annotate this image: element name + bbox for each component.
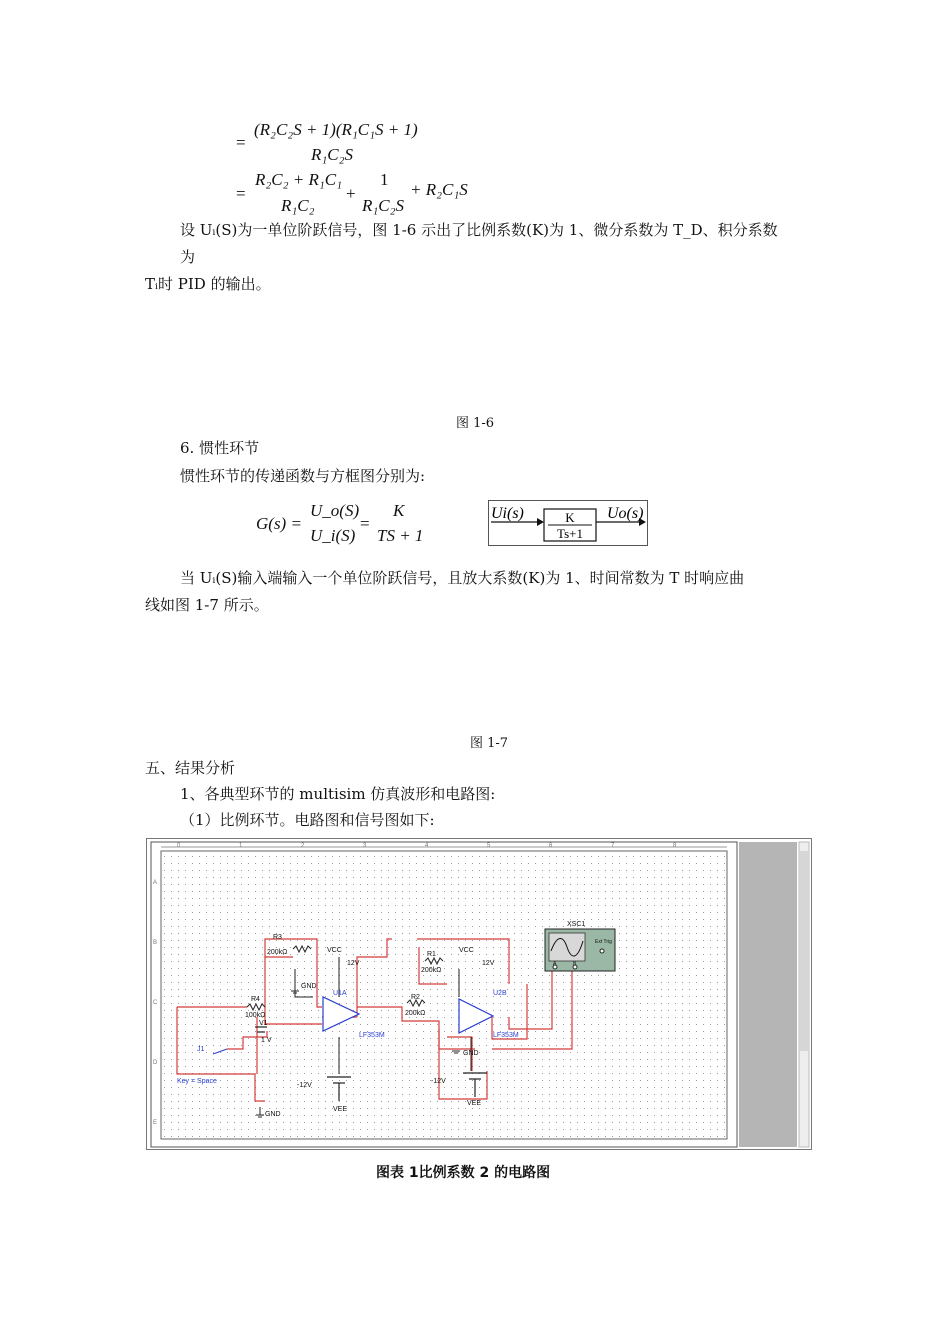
- tf-equals: =: [360, 514, 370, 533]
- svg-text:E: E: [153, 1120, 158, 1126]
- svg-text:GND: GND: [463, 1050, 479, 1057]
- block-input-label: Ui(s): [491, 505, 524, 522]
- svg-text:200kΩ: 200kΩ: [421, 967, 442, 974]
- svg-text:200kΩ: 200kΩ: [405, 1010, 426, 1017]
- svg-text:J1: J1: [197, 1046, 205, 1053]
- svg-text:3: 3: [363, 843, 367, 849]
- svg-text:12V: 12V: [482, 960, 495, 967]
- section6-heading: 6. 惯性环节: [180, 439, 260, 457]
- svg-text:100kΩ: 100kΩ: [245, 1012, 266, 1019]
- eq1-numerator: (R₂C₂S + 1)(R₁C₁S + 1): [254, 120, 418, 139]
- multisim-circuit-screenshot: [146, 838, 812, 1150]
- svg-text:4: 4: [425, 843, 429, 849]
- tf-denominator: U_i(S): [310, 526, 356, 545]
- figure-1-7-caption: 图 1-7: [470, 736, 509, 751]
- svg-text:-12V: -12V: [297, 1082, 312, 1089]
- eq2-equals: =: [236, 184, 246, 203]
- svg-text:VCC: VCC: [327, 947, 342, 954]
- tf-numerator: U_o(S): [310, 501, 360, 520]
- svg-text:7: 7: [611, 843, 615, 849]
- svg-text:LF353M: LF353M: [359, 1032, 385, 1039]
- svg-text:V1: V1: [259, 1020, 268, 1027]
- svg-text:12V: 12V: [347, 960, 360, 967]
- svg-text:C: C: [153, 1000, 158, 1006]
- svg-text:A: A: [553, 961, 557, 967]
- block-denominator: Ts+1: [557, 526, 583, 541]
- svg-text:R2: R2: [411, 994, 420, 1001]
- paragraph2-line1: 当 Uᵢ(S)输入端输入一个单位阶跃信号，且放大系数(K)为 1、时间常数为 T 时响应曲: [180, 569, 745, 587]
- section5-item1a: （1）比例环节。电路图和信号图如下:: [180, 811, 435, 829]
- svg-text:R1: R1: [427, 951, 436, 958]
- paragraph1-line1: 设 Uᵢ(S)为一单位阶跃信号，图 1-6 示出了比例系数(K)为 1、微分系数为 T_D、积分系数: [180, 221, 778, 239]
- paragraph1-line2: 为: [180, 248, 196, 266]
- svg-text:GND: GND: [265, 1111, 281, 1118]
- tf-rhs-numerator: K: [393, 501, 405, 520]
- svg-text:D: D: [153, 1060, 158, 1066]
- svg-text:2: 2: [301, 843, 305, 849]
- svg-text:VEE: VEE: [467, 1100, 482, 1107]
- eq2-term1-numerator: R₂C₂ + R₁C₁: [255, 170, 343, 189]
- svg-text:U1A: U1A: [333, 990, 347, 997]
- section5-heading: 五、结果分析: [145, 759, 236, 777]
- side-panel: [739, 842, 797, 1147]
- eq2-term2-denominator: R₁C₂S: [362, 196, 405, 215]
- eq2-term1-denominator: R₁C₂: [281, 196, 315, 215]
- svg-text:VCC: VCC: [459, 947, 474, 954]
- svg-text:Key = Space: Key = Space: [177, 1078, 217, 1085]
- block-output-label: Uo(s): [607, 505, 644, 522]
- svg-text:6: 6: [549, 843, 553, 849]
- section6-intro: 惯性环节的传递函数与方框图分别为:: [180, 467, 426, 485]
- svg-text:0: 0: [177, 843, 181, 849]
- section5-item1: 1、各典型环节的 multisim 仿真波形和电路图:: [180, 785, 496, 803]
- eq1-equals: =: [236, 133, 246, 152]
- tf-lhs: G(s) =: [256, 514, 302, 533]
- eq1-denominator: R₁C₂S: [311, 145, 354, 164]
- schematic-grid[interactable]: [161, 851, 727, 1139]
- svg-text:Ext Trig: Ext Trig: [595, 939, 612, 945]
- svg-text:XSC1: XSC1: [567, 921, 586, 928]
- svg-text:U2B: U2B: [493, 990, 507, 997]
- svg-text:VEE: VEE: [333, 1106, 348, 1113]
- svg-text:B: B: [573, 961, 577, 967]
- eq2-term3: + R₂C₁S: [410, 180, 468, 199]
- svg-text:R3: R3: [273, 934, 282, 941]
- figure-1-6-caption: 图 1-6: [456, 416, 495, 431]
- inertia-block-diagram: [488, 500, 648, 546]
- svg-text:5: 5: [487, 843, 491, 849]
- svg-text:1 V: 1 V: [261, 1037, 272, 1044]
- eq2-term2-numerator: 1: [380, 170, 389, 189]
- svg-text:LF353M: LF353M: [493, 1032, 519, 1039]
- eq2-plus: +: [346, 184, 356, 203]
- paragraph1-line3: Tᵢ时 PID 的输出。: [145, 275, 271, 293]
- svg-text:200kΩ: 200kΩ: [267, 949, 288, 956]
- svg-text:-12V: -12V: [431, 1078, 446, 1085]
- paragraph2-line2: 线如图 1-7 所示。: [145, 596, 269, 614]
- arrow-icon: [537, 518, 544, 526]
- svg-text:8: 8: [673, 843, 677, 849]
- svg-text:A: A: [153, 880, 158, 886]
- circuit-caption: 图表 1比例系数 2 的电路图: [376, 1165, 551, 1181]
- svg-text:B: B: [153, 940, 158, 946]
- svg-text:R4: R4: [251, 996, 260, 1003]
- tf-rhs-denominator: TS + 1: [377, 526, 424, 545]
- block-numerator: K: [565, 510, 575, 525]
- svg-text:1: 1: [239, 843, 243, 849]
- svg-text:GND: GND: [301, 983, 317, 990]
- scrollbar-thumb[interactable]: [800, 851, 808, 1051]
